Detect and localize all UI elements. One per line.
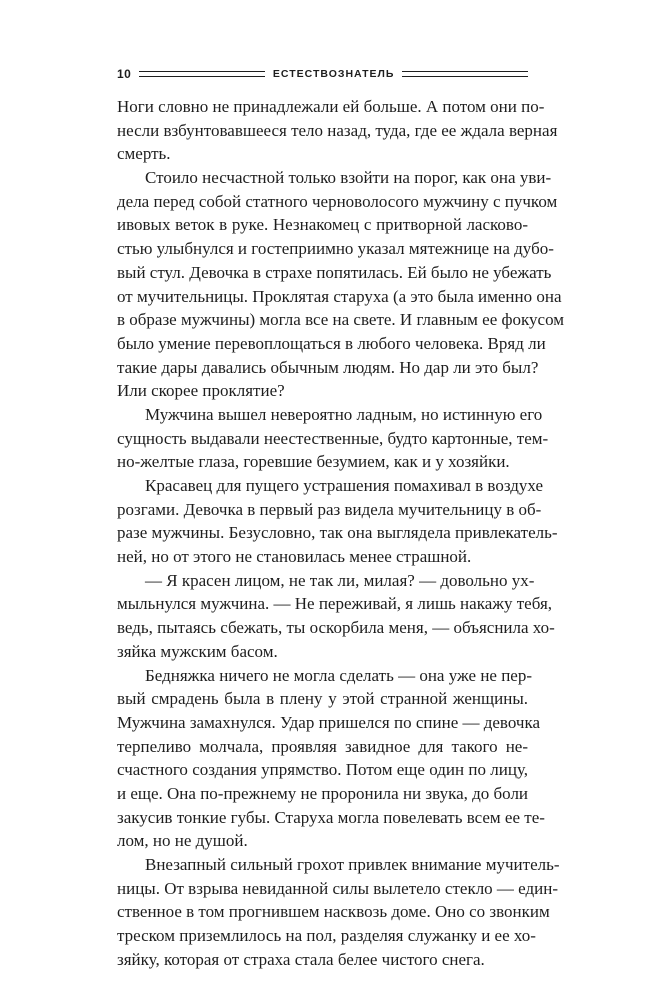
paragraph [117,664,545,854]
text-line: смерть. [117,144,171,164]
paragraph [117,95,558,166]
text-line: треском приземлилось на пол, разделяя служанку и ее хо- [117,926,536,946]
paragraph [117,853,560,971]
text-line: было умение перевоплощаться в любого человека. Вряд ли [117,333,546,353]
header-rule-right [402,71,528,77]
text-line: от мучительницы. Проклятая старуха (а это была именно она [117,286,562,306]
text-line: ведь, пытаясь сбежать, ты оскорбила меня, — объяснила хо- [117,618,555,638]
text-line: Ноги словно не принадлежали ей больше. А потом они по- [117,97,545,116]
text-line: разе мужчины. Безусловно, так она выглядела привлекатель- [117,523,558,543]
text-line: розгами. Девочка в первый раз видела мучительницу в об- [117,499,542,519]
text-line: в образе мужчины) могла все на свете. И главным ее фокусом [117,310,564,330]
paragraph [117,403,549,474]
text-line: Красавец для пущего устрашения помахивал в воздухе [145,476,544,495]
running-header [117,66,528,82]
text-line: мыльнулся мужчина. — Не переживай, я лишь накажу тебя, [117,594,553,614]
body-text [117,95,564,971]
text-line: стью улыбнулся и гостеприимно указал мятежнице на дубо- [117,239,554,259]
text-line: ственное в том прогнившем насквозь доме. Оно со звонким [117,902,550,922]
text-line: ивовых веток в руке. Незнакомец с притворной ласково- [117,215,528,235]
paragraph [117,569,555,664]
text-line: Мужчина замахнулся. Удар пришелся по спине — девочка [117,712,540,732]
text-line: лом, но не душой. [117,831,248,851]
text-line: ней, но от этого не становилась менее страшной. [117,547,472,567]
text-line: закусив тонкие губы. Старуха могла повелевать всем ее те- [117,807,545,827]
text-line: Бедняжка ничего не могла сделать — она уже не пер- [145,665,533,685]
running-title: ЕСТЕСТВОЗНАТЕЛЬ [272,68,395,80]
paragraph [117,166,564,403]
text-line: несли взбунтовавшееся тело назад, туда, где ее ждала верная [117,120,558,140]
text-line: такие дары давались обычным людям. Но дар ли это был? [117,357,539,377]
text-line: Мужчина вышел невероятно ладным, но истинную его [145,404,543,424]
text-line: вый смрадень была в плену у этой странной женщины. [117,689,528,709]
paragraph [117,474,558,569]
text-line: ницы. От взрыва невиданной силы вылетело стекло — един- [117,878,559,898]
page-number: 10 [117,67,132,81]
text-line: Или скорее проклятие? [117,381,285,401]
text-line: счастного создания упрямство. Потом еще один по лицу, [117,760,528,780]
text-line: Стоило несчастной только взойти на порог, как она уви- [145,168,552,188]
text-line: зяйку, которая от страха стала белее чистого снега. [117,949,485,969]
text-line: вый стул. Девочка в страхе попятилась. Ей было не убежать [117,262,552,282]
text-line: — Я красен лицом, не так ли, милая? — довольно ух- [145,570,535,590]
text-line: зяйка мужским басом. [117,641,278,661]
text-line: сущность выдавали неестественные, будто картонные, тем- [117,428,549,448]
text-line: Внезапный сильный грохот привлек внимание мучитель- [145,855,560,874]
text-line: но-желтые глаза, горевшие безумием, как и у хозяйки. [117,452,510,472]
text-line: дела перед собой статного черноволосого мужчину с пучком [117,191,558,211]
text-line: терпеливо молчала, проявляя завидное для такого не- [117,736,528,756]
text-line: и еще. Она по-прежнему не проронила ни звука, до боли [117,783,529,803]
header-rule-left [139,71,265,77]
